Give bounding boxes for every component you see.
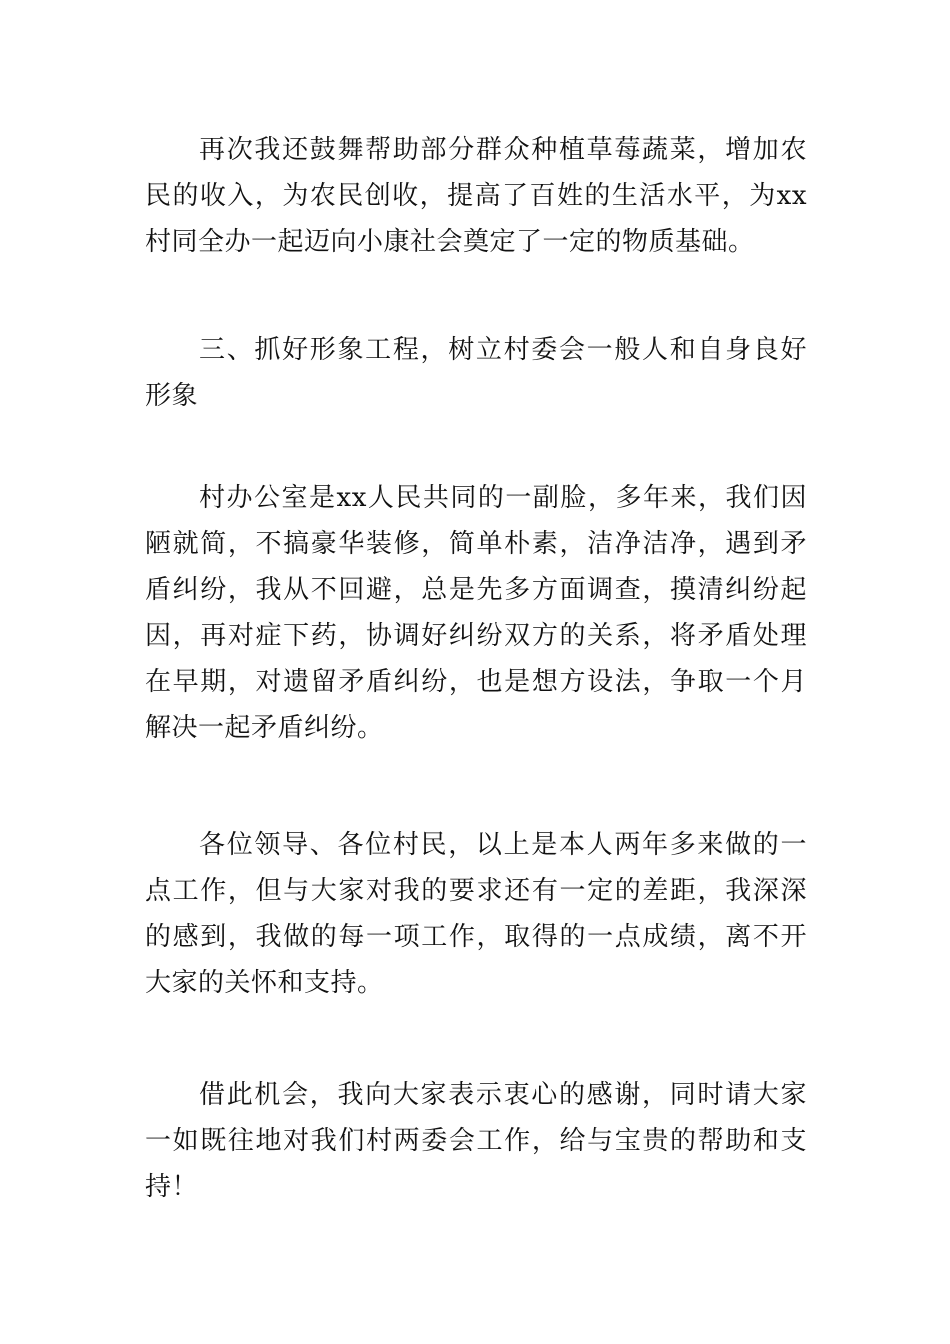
paragraph-thanks: 借此机会，我向大家表示衷心的感谢，同时请大家一如既往地对我们村两委会工作，给与宝贵的帮助和支持！: [145, 1080, 807, 1202]
paragraph-income-support: 再次我还鼓舞帮助部分群众种植草莓蔬菜，增加农民的收入，为农民创收，提高了百姓的生活水平，为xx村同全办一起迈向小康社会奠定了一定的物质基础。: [145, 135, 807, 257]
section-heading-image-project: 三、抓好形象工程，树立村委会一般人和自身良好形象: [145, 335, 807, 411]
paragraph-village-office: 村办公室是xx人民共同的一副脸，多年来，我们因陋就简，不搞豪华装修，简单朴素，洁净洁净，遇到矛盾纠纷，我从不回避，总是先多方面调查，摸清纠纷起因，再对症下药，协调好纠纷双方的关系，将矛盾处理在早期，对遗留矛盾纠纷，也是想方设法，争取一个月解决一起矛盾纠纷。: [145, 483, 807, 743]
paragraph-summary: 各位领导、各位村民，以上是本人两年多来做的一点工作，但与大家对我的要求还有一定的差距，我深深的感到，我做的每一项工作，取得的一点成绩，离不开大家的关怀和支持。: [145, 830, 807, 998]
